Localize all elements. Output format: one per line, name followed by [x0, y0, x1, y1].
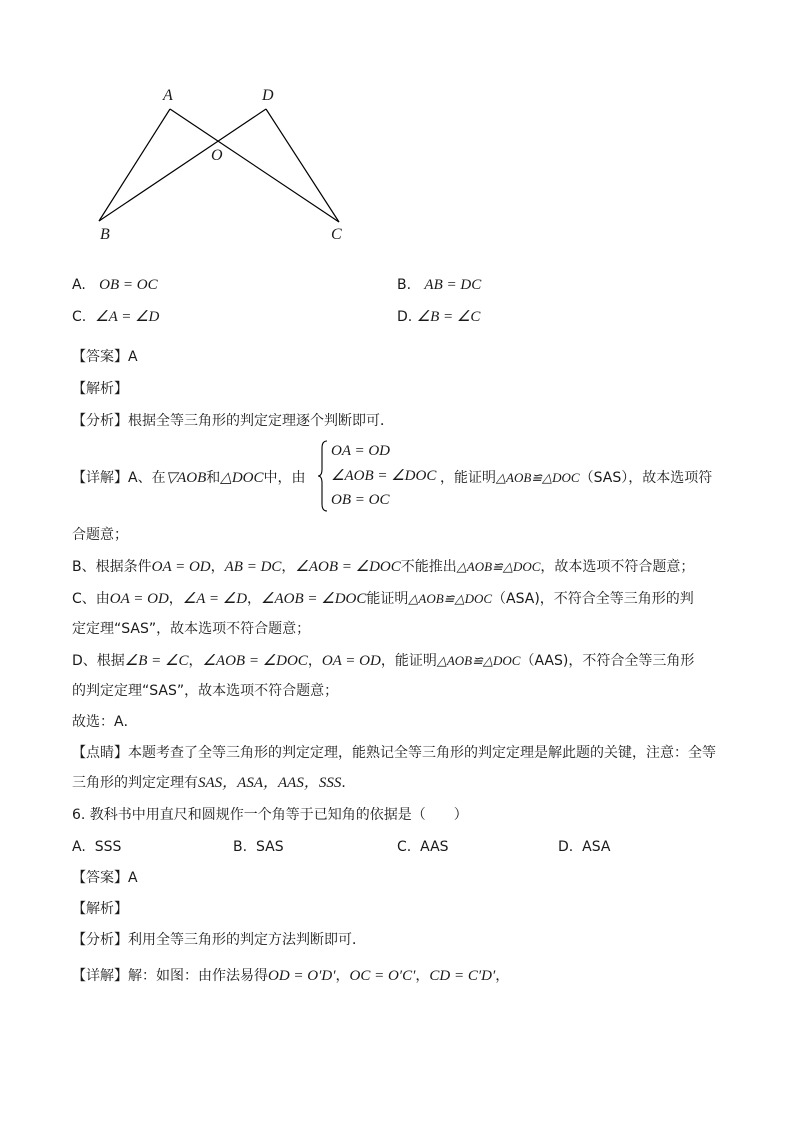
d-line2: 的判定定理“SAS”，故本选项不符合题意；	[72, 683, 339, 699]
q6-fenxi: 【分析】利用全等三角形的判定方法判断即可．	[72, 932, 366, 948]
label-O: O	[211, 147, 223, 164]
q6-stem: 6. 教科书中用直尺和圆规作一个角等于已知角的依据是（ ）	[72, 807, 468, 823]
segment-AC	[170, 109, 339, 222]
sys-eq-1: OA = OD	[331, 443, 391, 459]
label-A: A	[163, 87, 173, 104]
label-B: B	[100, 226, 110, 243]
option-c: C. ∠A = ∠D	[72, 309, 160, 325]
option-b: B. AB = DC	[397, 277, 482, 293]
choice-text: 故选：A．	[72, 714, 138, 730]
d-line: D、根据∠B = ∠C，∠AOB = ∠DOC，OA = OD，能证明△AOB≌△DOC（AAS)，不符合全等三角形	[72, 653, 695, 669]
b-line: B、根据条件OA = OD，AB = DC，∠AOB = ∠DOC不能推出△AOB≌△DOC，故本选项不符合题意；	[72, 559, 695, 575]
q6-answer-tag: 【答案】A	[72, 870, 138, 886]
q6-analysis-tag: 【解析】	[72, 901, 128, 917]
fenxi-text: 【分析】根据全等三角形的判定定理逐个判断即可．	[72, 413, 394, 429]
option-d: D. ∠B = ∠C	[397, 309, 481, 325]
label-D: D	[262, 87, 274, 104]
segment-DC	[266, 109, 339, 222]
sys-eq-3: OB = OC	[331, 492, 390, 508]
q6-option-c: C. AAS	[397, 839, 449, 855]
dianjing-line2: 三角形的判定定理有SAS，ASA，AAS，SSS．	[72, 775, 356, 791]
dianjing-text: 【点睛】本题考查了全等三角形的判定定理，能熟记全等三角形的判定定理是解此题的关键，注意：全等	[72, 745, 716, 761]
xiangjie-line2: 合题意；	[72, 527, 128, 543]
option-a: A. OB = OC	[72, 277, 158, 293]
q6-xiangjie: 【详解】解：如图：由作法易得OD = O′D′，OC = O′C′，CD = C′D′，	[72, 968, 510, 984]
sys-eq-2: ∠AOB = ∠DOC	[331, 468, 437, 484]
answer-tag: 【答案】A	[72, 349, 138, 365]
system-brace	[318, 440, 328, 512]
xiangjie-line: 【详解】A、在▽AOB和△DOC中，由	[72, 470, 306, 486]
q6-option-d: D. ASA	[558, 839, 611, 855]
label-C: C	[331, 226, 342, 243]
segment-AB	[99, 109, 170, 221]
q6-option-a: A. SSS	[72, 839, 122, 855]
c-line: C、由OA = OD，∠A = ∠D，∠AOB = ∠DOC能证明△AOB≌△DOC（ASA)，不符合全等三角形的判	[72, 591, 694, 607]
analysis-tag: 【解析】	[72, 381, 128, 397]
xiangjie-conclusion: ，能证明△AOB≌△DOC（SAS），故本选项符	[440, 470, 713, 486]
segment-DB	[99, 109, 266, 221]
c-line2: 定定理“SAS”，故本选项不符合题意；	[72, 621, 311, 637]
q6-option-b: B. SAS	[233, 839, 284, 855]
